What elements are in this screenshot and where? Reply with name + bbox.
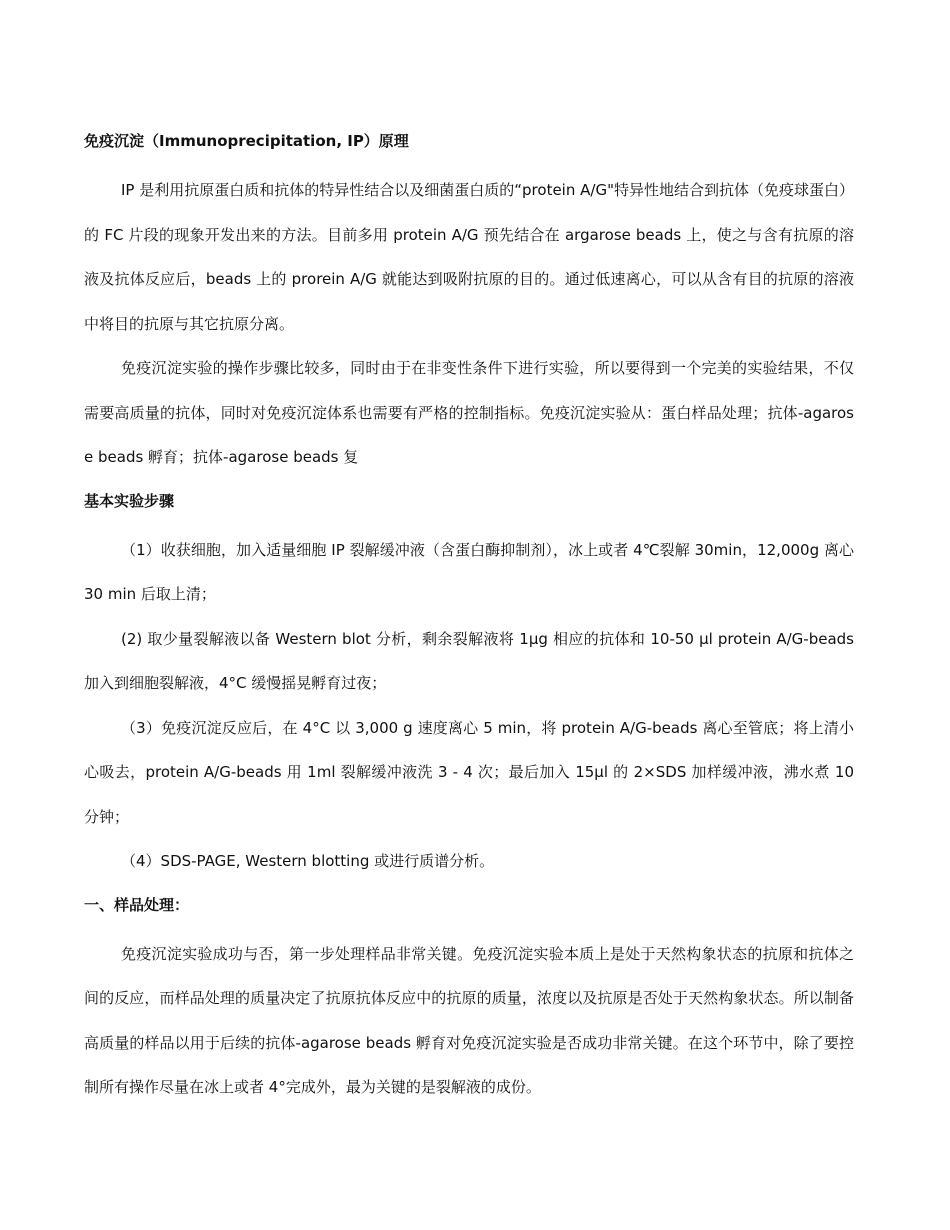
section-paragraph: 免疫沉淀实验成功与否，第一步处理样品非常关键。免疫沉淀实验本质上是处于天然构象状态的抗原和抗体之间的反应，而样品处理的质量决定了抗原抗体反应中的抗原的质量，浓度以及抗原是否处于天然构象状态。所以制备高质量的样品以用于后续的抗体-agarose beads 孵育对免疫沉淀实验是否成功非常关键。在这个环节中，除了要控制所有操作尽量在冰上或者 4°完成外，最为关键的是裂解液的成份。 [84, 944, 854, 1096]
section-heading: 一、样品处理： [84, 895, 190, 914]
document-body [84, 124, 854, 1110]
step-item: （4）SDS-PAGE, Western blotting 或进行质谱分析。 [121, 852, 495, 870]
intro-paragraph: IP 是利用抗原蛋白质和抗体的特异性结合以及细菌蛋白质的“protein A/G"特异性地结合到抗体（免疫球蛋白）的 FC 片段的现象开发出来的方法。目前多用 protein A/G 预先结合在 argarose beads 上，使之与含有抗原的溶液及抗体反应后，beads 上的 prorein A/G 就能达到吸附抗原的目的。通过低速离心，可以从含有目的抗原的溶液中将目的抗原与其它抗原分离。 [84, 181, 854, 333]
step-item: （3）免疫沉淀反应后，在 4°C 以 3,000 g 速度离心 5 min，将 protein A/G-beads 离心至管底；将上清小心吸去，protein A/G-beads 用 1ml 裂解缓冲液洗 3 - 4 次；最后加入 15μl 的 2×SDS 加样缓冲液，沸水煮 10 分钟； [84, 718, 854, 826]
step-item: （1）收获细胞，加入适量细胞 IP 裂解缓冲液（含蛋白酶抑制剂），冰上或者 4℃裂解 30min，12,000g 离心 30 min 后取上清； [84, 540, 854, 603]
document-title: 免疫沉淀（Immunoprecipitation, IP）原理 [84, 132, 409, 150]
steps-heading: 基本实验步骤 [84, 491, 175, 510]
step-item: (2) 取少量裂解液以备 Western blot 分析，剩余裂解液将 1μg 相应的抗体和 10-50 μl protein A/G-beads 加入到细胞裂解液，4°C 缓慢摇晃孵育过夜； [84, 629, 854, 692]
intro-paragraph: 免疫沉淀实验的操作步骤比较多，同时由于在非变性条件下进行实验，所以要得到一个完美的实验结果，不仅需要高质量的抗体，同时对免疫沉淀体系也需要有严格的控制指标。免疫沉淀实验从：蛋白样品处理；抗体-agarose beads 孵育；抗体-agarose beads 复 [84, 359, 854, 466]
